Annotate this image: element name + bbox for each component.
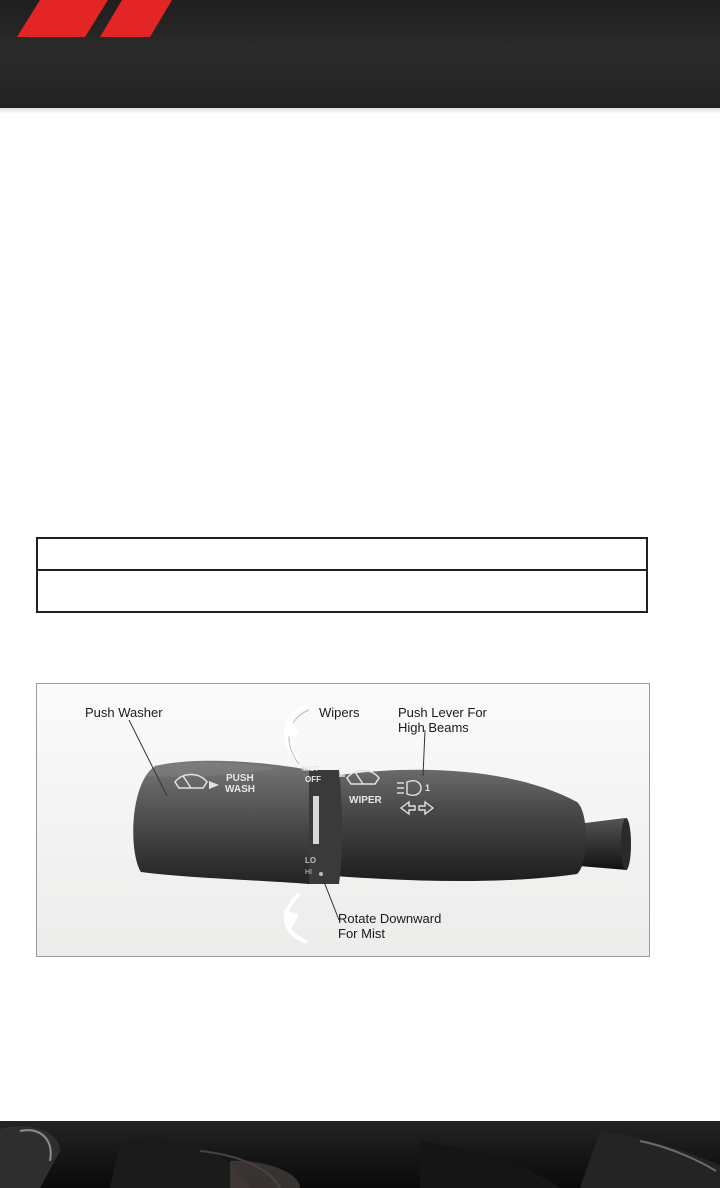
header-shadow: [0, 108, 720, 114]
callout-wipers: Wipers: [319, 705, 360, 720]
table-row: [37, 570, 647, 612]
table-header-cell: [37, 538, 647, 570]
wiper-ring: [304, 770, 342, 884]
lever-label-wash: WASH: [225, 784, 255, 795]
brand-stripe-1: [17, 0, 108, 37]
table-header-row: [37, 538, 647, 570]
lever-label-wiper: WIPER: [349, 795, 382, 806]
lever-label-push: PUSH: [226, 773, 254, 784]
lever-tip: [133, 761, 309, 884]
brand-stripes-logo: [0, 0, 200, 40]
callout-high-beams-line2: High Beams: [398, 720, 469, 735]
stalk-end: [621, 818, 631, 870]
ring-indicator: [313, 796, 319, 844]
footer-photo-band: [0, 1121, 720, 1188]
callout-push-washer: Push Washer: [85, 705, 163, 720]
lever-label-beam-index: 1: [425, 783, 431, 793]
lever-label-lo: LO: [305, 856, 317, 865]
brand-stripe-2: [100, 0, 172, 37]
table-cell: [37, 570, 647, 612]
page-header: [0, 0, 720, 108]
lever-label-hi: HI: [305, 869, 312, 876]
lever-label-off: OFF: [305, 775, 321, 784]
wiper-lever-figure: [36, 683, 650, 957]
footer-interior-photo: [0, 1121, 720, 1188]
callout-high-beams-line1: Push Lever For: [398, 705, 487, 720]
callout-rotate-line2: For Mist: [338, 926, 385, 941]
lever-label-mist: MIST: [302, 766, 319, 773]
info-table: [36, 537, 648, 613]
callout-rotate-line1: Rotate Downward: [338, 911, 442, 926]
